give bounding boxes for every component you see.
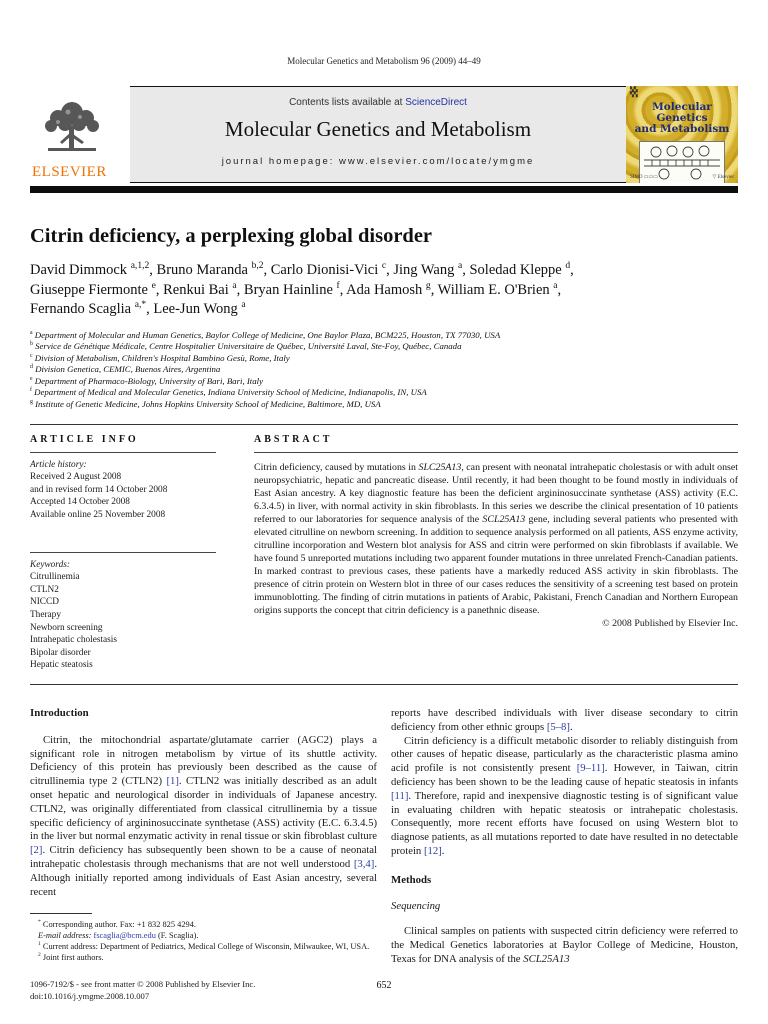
abstract-column <box>254 434 738 672</box>
cover-title <box>626 102 738 135</box>
affiliation-sup: b <box>30 341 33 348</box>
spacer <box>30 522 216 546</box>
copyright-line: © 2008 Published by Elsevier Inc. <box>602 617 738 629</box>
history-item: Received 2 August 2008 <box>30 472 122 483</box>
sequencing-subheading: Sequencing <box>391 899 441 912</box>
affiliation-sup: a <box>30 329 33 336</box>
affiliation-text: Institute of Genetic Medicine, Johns Hopkins University School of Medicine, Baltimore, MD, USA <box>32 399 381 410</box>
affiliation-sup: g <box>30 399 33 406</box>
cover-corner-mark: ▚▚ ▚▚ <box>630 88 638 98</box>
cover-title-line1: Molecular Genetics <box>652 101 712 124</box>
article-info-header-rule <box>30 452 216 453</box>
footnote-rule <box>30 913 92 914</box>
affiliation-item <box>30 341 738 353</box>
banner-center-panel <box>130 86 626 183</box>
affiliation-item <box>30 399 738 411</box>
affiliation-sup: e <box>30 375 33 382</box>
abstract-header: ABSTRACT <box>254 433 333 445</box>
keywords-label: Keywords: <box>30 559 70 570</box>
intro-paragraph-1-continued: reports have described individuals with liver disease secondary to citrin deficiency from other ethnic groups [5–8]. <box>391 706 738 733</box>
keyword-item: Newborn screening <box>30 622 103 633</box>
page-number: 652 <box>376 980 392 991</box>
keyword-item: Hepatic steatosis <box>30 660 93 671</box>
affiliation-sup: c <box>30 352 33 359</box>
affiliation-item <box>30 364 738 376</box>
keywords-block <box>30 559 216 672</box>
affiliation-item <box>30 353 738 365</box>
keyword-item: NICCD <box>30 597 59 608</box>
footnote-2: $^2$ Joint first authors. <box>38 952 104 963</box>
article-info-column <box>30 434 216 672</box>
affiliation-text: Division Genetica, CEMIC, Buenos Aires, Argentina <box>32 364 221 375</box>
affiliation-text: Service de Génétique Médicale, Centre Hospitalier Universitaire de Québec, Université Laval, Ste-Foy, Québec, Canada <box>32 341 462 352</box>
footnote-corresponding: * Corresponding author. Fax: +1 832 825 4294. <box>38 919 196 930</box>
body-left-column <box>30 707 377 1002</box>
journal-header-banner <box>30 86 738 183</box>
article-meta-section <box>30 424 738 685</box>
journal-homepage-link[interactable]: journal homepage: www.elsevier.com/locate/ymgme <box>221 156 535 167</box>
article-info-header: ARTICLE INFO <box>30 433 139 445</box>
affiliation-list <box>30 330 738 411</box>
affiliation-sup: d <box>30 364 33 371</box>
affiliation-item <box>30 387 738 399</box>
affiliation-item <box>30 376 738 388</box>
issn-line: 1096-7192/$ - see front matter © 2008 Published by Elsevier Inc. <box>30 979 256 990</box>
methods-paragraph-1: Clinical samples on patients with suspected citrin deficiency were referred to the Medical Genetics laboratories at Baylor College of Medicine, Houston, Texas for DNA analysis of the SCL25A13 <box>391 925 738 965</box>
affiliation-text: Department of Medical and Molecular Genetics, Indiana University School of Medicine, Indianapolis, IN, USA <box>31 387 427 398</box>
article-title: Citrin deficiency, a perplexing global disorder <box>30 225 433 247</box>
journal-cover-thumbnail <box>626 86 738 183</box>
author-line-1: David Dimmock $^{a,1,2}$, Bruno Maranda $^{b,2}$, Carlo Dionisi-Vici $^c$, Jing Wang $^a$, Soledad Kleppe $^d$, <box>30 260 574 278</box>
footnote-email: E-mail address: fscaglia@bcm.edu (F. Scaglia). <box>38 931 199 941</box>
cover-simd-logo: SIMD ▭▭▭ <box>630 175 658 180</box>
introduction-heading: Introduction <box>30 706 89 719</box>
abstract-header-rule <box>254 452 738 453</box>
keyword-item: Citrullinemia <box>30 572 80 583</box>
history-item: and in revised form 14 October 2008 <box>30 484 168 495</box>
cover-footer-logos <box>630 174 734 180</box>
affiliation-sup: f <box>30 387 32 394</box>
elsevier-wordmark: ELSEVIER <box>32 164 107 180</box>
article-history <box>30 459 216 522</box>
banner-journal-title: Molecular Genetics and Metabolism <box>224 117 532 141</box>
contents-lists-line <box>130 97 626 108</box>
cover-title-line2: and Metabolism <box>634 123 730 135</box>
doi-line: doi:10.1016/j.ymgme.2008.10.007 <box>30 990 150 1001</box>
cover-elsevier-mark: ▽ Elsevier <box>712 175 734 180</box>
article-history-label: Article history: <box>30 459 87 470</box>
elsevier-tree-icon <box>32 100 108 163</box>
keyword-item: Bipolar disorder <box>30 647 91 658</box>
affiliation-text: Division of Metabolism, Children's Hospital Bambino Gesù, Rome, Italy <box>32 352 290 363</box>
body-right-column <box>391 707 738 1002</box>
contents-prefix-text: Contents lists available at <box>289 97 406 108</box>
keyword-item: Intrahepatic cholestasis <box>30 635 117 646</box>
keywords-rule <box>30 552 216 553</box>
header-rule <box>30 186 738 193</box>
keyword-item: CTLN2 <box>30 584 59 595</box>
keyword-item: Therapy <box>30 610 61 620</box>
intro-paragraph-2: Citrin deficiency is a difficult metabolic disorder to reliably distinguish from other causes of hepatic disease, particularly as the characteristic plasma amino acid profile is not consistently present [9–11]. However, in Taiwan, citrin deficiency has been shown to be the leading cause of hepatic steatosis in infants [11]. Therefore, rapid and inexpensive diagnostic testing is of significant value in evaluating children with hepatic steatosis or intrahepatic cholestasis. Consequently, more recent efforts have focused on using Western blot to diagnose patients, as all mutations reported to date have resulted in no detectable protein [12]. <box>391 734 738 857</box>
affiliation-text: Department of Pharmaco-Biology, University of Bari, Bari, Italy <box>32 375 263 386</box>
intro-paragraph-1: Citrin, the mitochondrial aspartate/glutamate carrier (AGC2) plays a significant role in nitrogen metabolism by virtue of its shuttle activity. Deficiency of this protein has previously been described as the cause of citrullinemia type 2 (CTLN2) [1]. CTLN2 was initially described as an adult onset hepatic and neurological disorder in individuals of Japanese ancestry. CTLN2, was originally differentiated from classical citrullinemia by a tissue specific deficiency of argininosuccinate synthetase (ASS) activity (E.C. 6.3.4.5) in the liver but normal enzymatic activity in renal tissue or skin fibroblast culture [2]. Citrin deficiency has subsequently been shown to be a cause of neonatal intrahepatic cholestasis through mechanisms that are not well understood [3,4]. Although initially reported among individuals of East Asian ancestry, several recent <box>30 733 377 898</box>
article-body <box>30 707 738 1002</box>
footnote-1: $^1$ Current address: Department of Pediatrics, Medical College of Wisconsin, Milwaukee, WI, USA. <box>38 941 370 952</box>
author-line-3: Fernando Scaglia $^{a,*}$, Lee-Jun Wong $^a$ <box>30 299 246 317</box>
author-line-2: Giuseppe Fiermonte $^e$, Renkui Bai $^a$, Bryan Hainline $^f$, Ada Hamosh $^g$, William E. O'Brien $^a$, <box>30 279 562 298</box>
footnotes-block <box>30 919 377 963</box>
author-list <box>30 261 738 320</box>
journal-citation-line: Molecular Genetics and Metabolism 96 (2009) 44–49 <box>287 56 481 66</box>
history-item: Available online 25 November 2008 <box>30 510 166 521</box>
affiliation-text: Department of Molecular and Human Genetics, Baylor College of Medicine, One Baylor Plaza, BCM225, Houston, TX 77030, USA <box>32 329 501 340</box>
history-item: Accepted 14 October 2008 <box>30 497 130 508</box>
methods-heading: Methods <box>391 873 432 886</box>
elsevier-logo <box>30 86 130 183</box>
abstract-text: Citrin deficiency, caused by mutations in SLC25A13, can present with neonatal intrahepatic cholestasis or with adult onset neuropsychiatric, hepatic and pancreatic disease. Until recently, it had been thought to be found mostly in individuals of East Asian ancestry. A key diagnostic feature has been the deficient argininosuccinate synthetase (ASS) activity (E.C. 6.3.4.5) in liver, with normal activity in skin fibroblasts. In this series we describe the clinical presentation of 10 patients referred to our laboratories for sequence analysis of the SCL25A13 gene, including several patients who presented with elevated citrulline on newborn screening. In addition to sequence analysis performed on all patients, ASS enzyme activity, citrulline incorporation and Western blot analysis for ASS and citrin were performed on skin fibroblasts if available. We have found 5 unreported mutations including two apparent founder mutations in three unrelated French-Canadian patients. In marked contrast to previous cases, these patients have a markedly reduced ASS activity in skin fibroblasts. The presence of citrin protein on Western blot in three of our cases reduces the sensitivity of a screening test based on protein immunoblotting. The finding of citrin mutations in patients of Arabic, Pakistani, French Canadian and Northern European origins supports the concept that citrin deficiency is a panethnic disease. <box>254 461 739 616</box>
sciencedirect-link[interactable]: ScienceDirect <box>405 97 467 108</box>
affiliation-item <box>30 330 738 342</box>
